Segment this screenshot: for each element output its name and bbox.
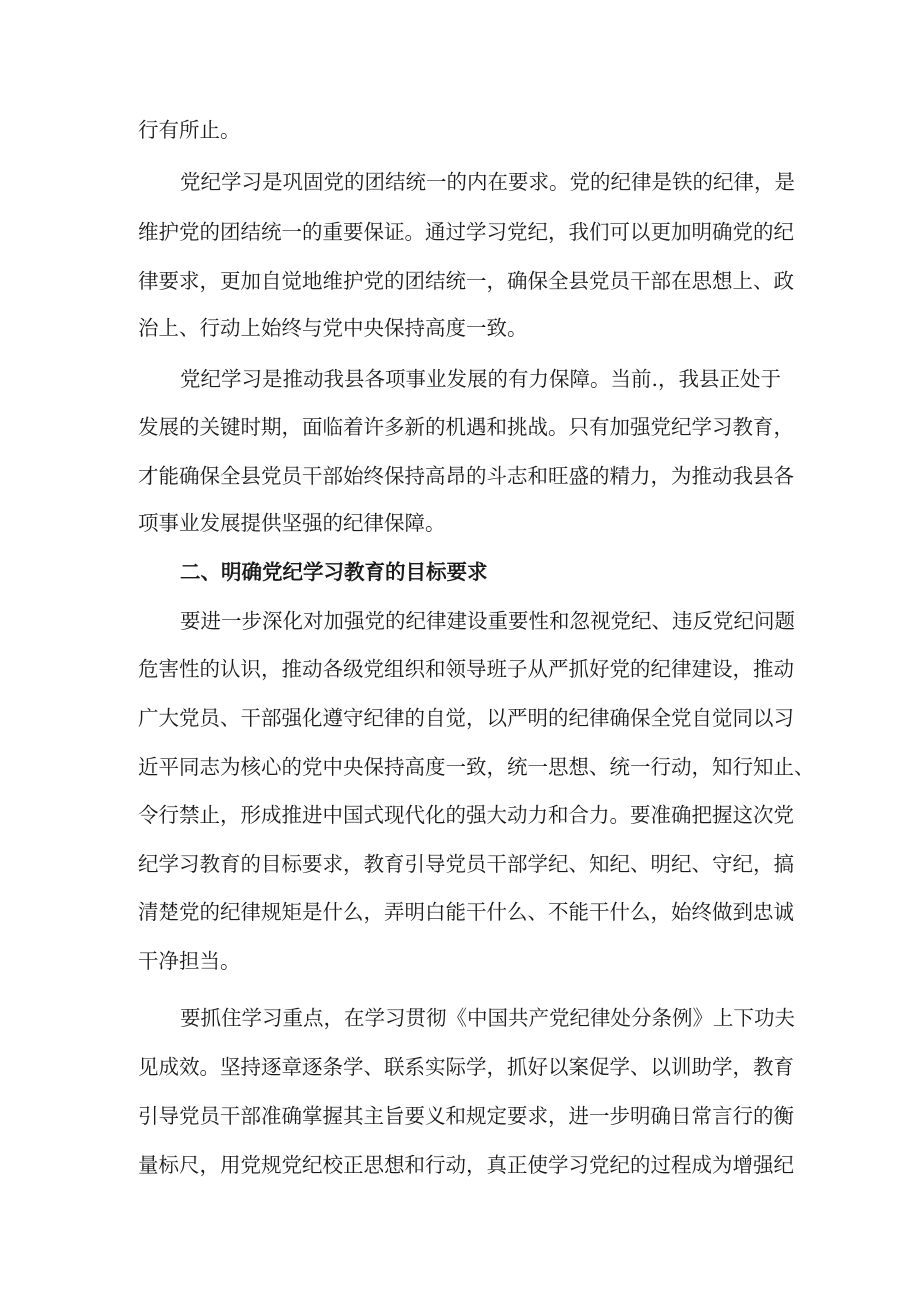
text-line: 律要求，更加自觉地维护党的团结统一，确保全县党员干部在思想上、政 (138, 269, 794, 293)
text-line: 量标尺，用党规党纪校正思想和行动，真正使学习党纪的过程成为增强纪 (138, 1153, 794, 1177)
text-line: 治上、行动上始终与党中央保持高度一致。 (138, 316, 528, 340)
paragraph-first-line: 要进一步深化对加强党的纪律建设重要性和忽视党纪、违反党纪问题 (180, 609, 795, 633)
section-heading: 二、明确党纪学习教育的目标要求 (180, 560, 488, 584)
text-line: 干净担当。 (138, 949, 241, 973)
text-line: 广大党员、干部强化遵守纪律的自觉，以严明的纪律确保全党自觉同以习 (138, 706, 794, 730)
text-line: 发展的关键时期，面临着许多新的机遇和挑战。只有加强党纪学习教育， (138, 415, 794, 439)
text-line: 清楚党的纪律规矩是什么，弄明白能干什么、不能干什么，始终做到忠诚 (138, 900, 794, 924)
text-line: 见成效。坚持逐章逐条学、联系实际学，抓好以案促学、以训助学，教育 (138, 1055, 794, 1079)
text-line: 维护党的团结统一的重要保证。通过学习党纪，我们可以更加明确党的纪 (138, 220, 794, 244)
text-line: 危害性的认识，推动各级党组织和领导班子从严抓好党的纪律建设，推动 (138, 657, 794, 681)
text-line: 引导党员干部准确掌握其主旨要义和规定要求，进一步明确日常言行的衡 (138, 1104, 794, 1128)
paragraph-first-line: 要抓住学习重点，在学习贯彻《中国共产党纪律处分条例》上下功夫 (180, 1006, 795, 1030)
text-line: 纪学习教育的目标要求，教育引导党员干部学纪、知纪、明纪、守纪，搞 (138, 852, 794, 876)
text-line: 才能确保全县党员干部始终保持高昂的斗志和旺盛的精力，为推动我县各 (138, 464, 794, 488)
text-line: 近平同志为核心的党中央保持高度一致，统一思想、统一行动，知行知止、 (138, 755, 815, 779)
text-line: 项事业发展提供坚强的纪律保障。 (138, 511, 446, 535)
text-line: 令行禁止，形成推进中国式现代化的强大动力和合力。要准确把握这次党 (138, 803, 794, 827)
paragraph-first-line: 党纪学习是推动我县各项事业发展的有力保障。当前.，我县正处于 (180, 367, 782, 391)
text-line: 行有所止。 (138, 118, 241, 142)
paragraph-first-line: 党纪学习是巩固党的团结统一的内在要求。党的纪律是铁的纪律，是 (180, 170, 795, 194)
